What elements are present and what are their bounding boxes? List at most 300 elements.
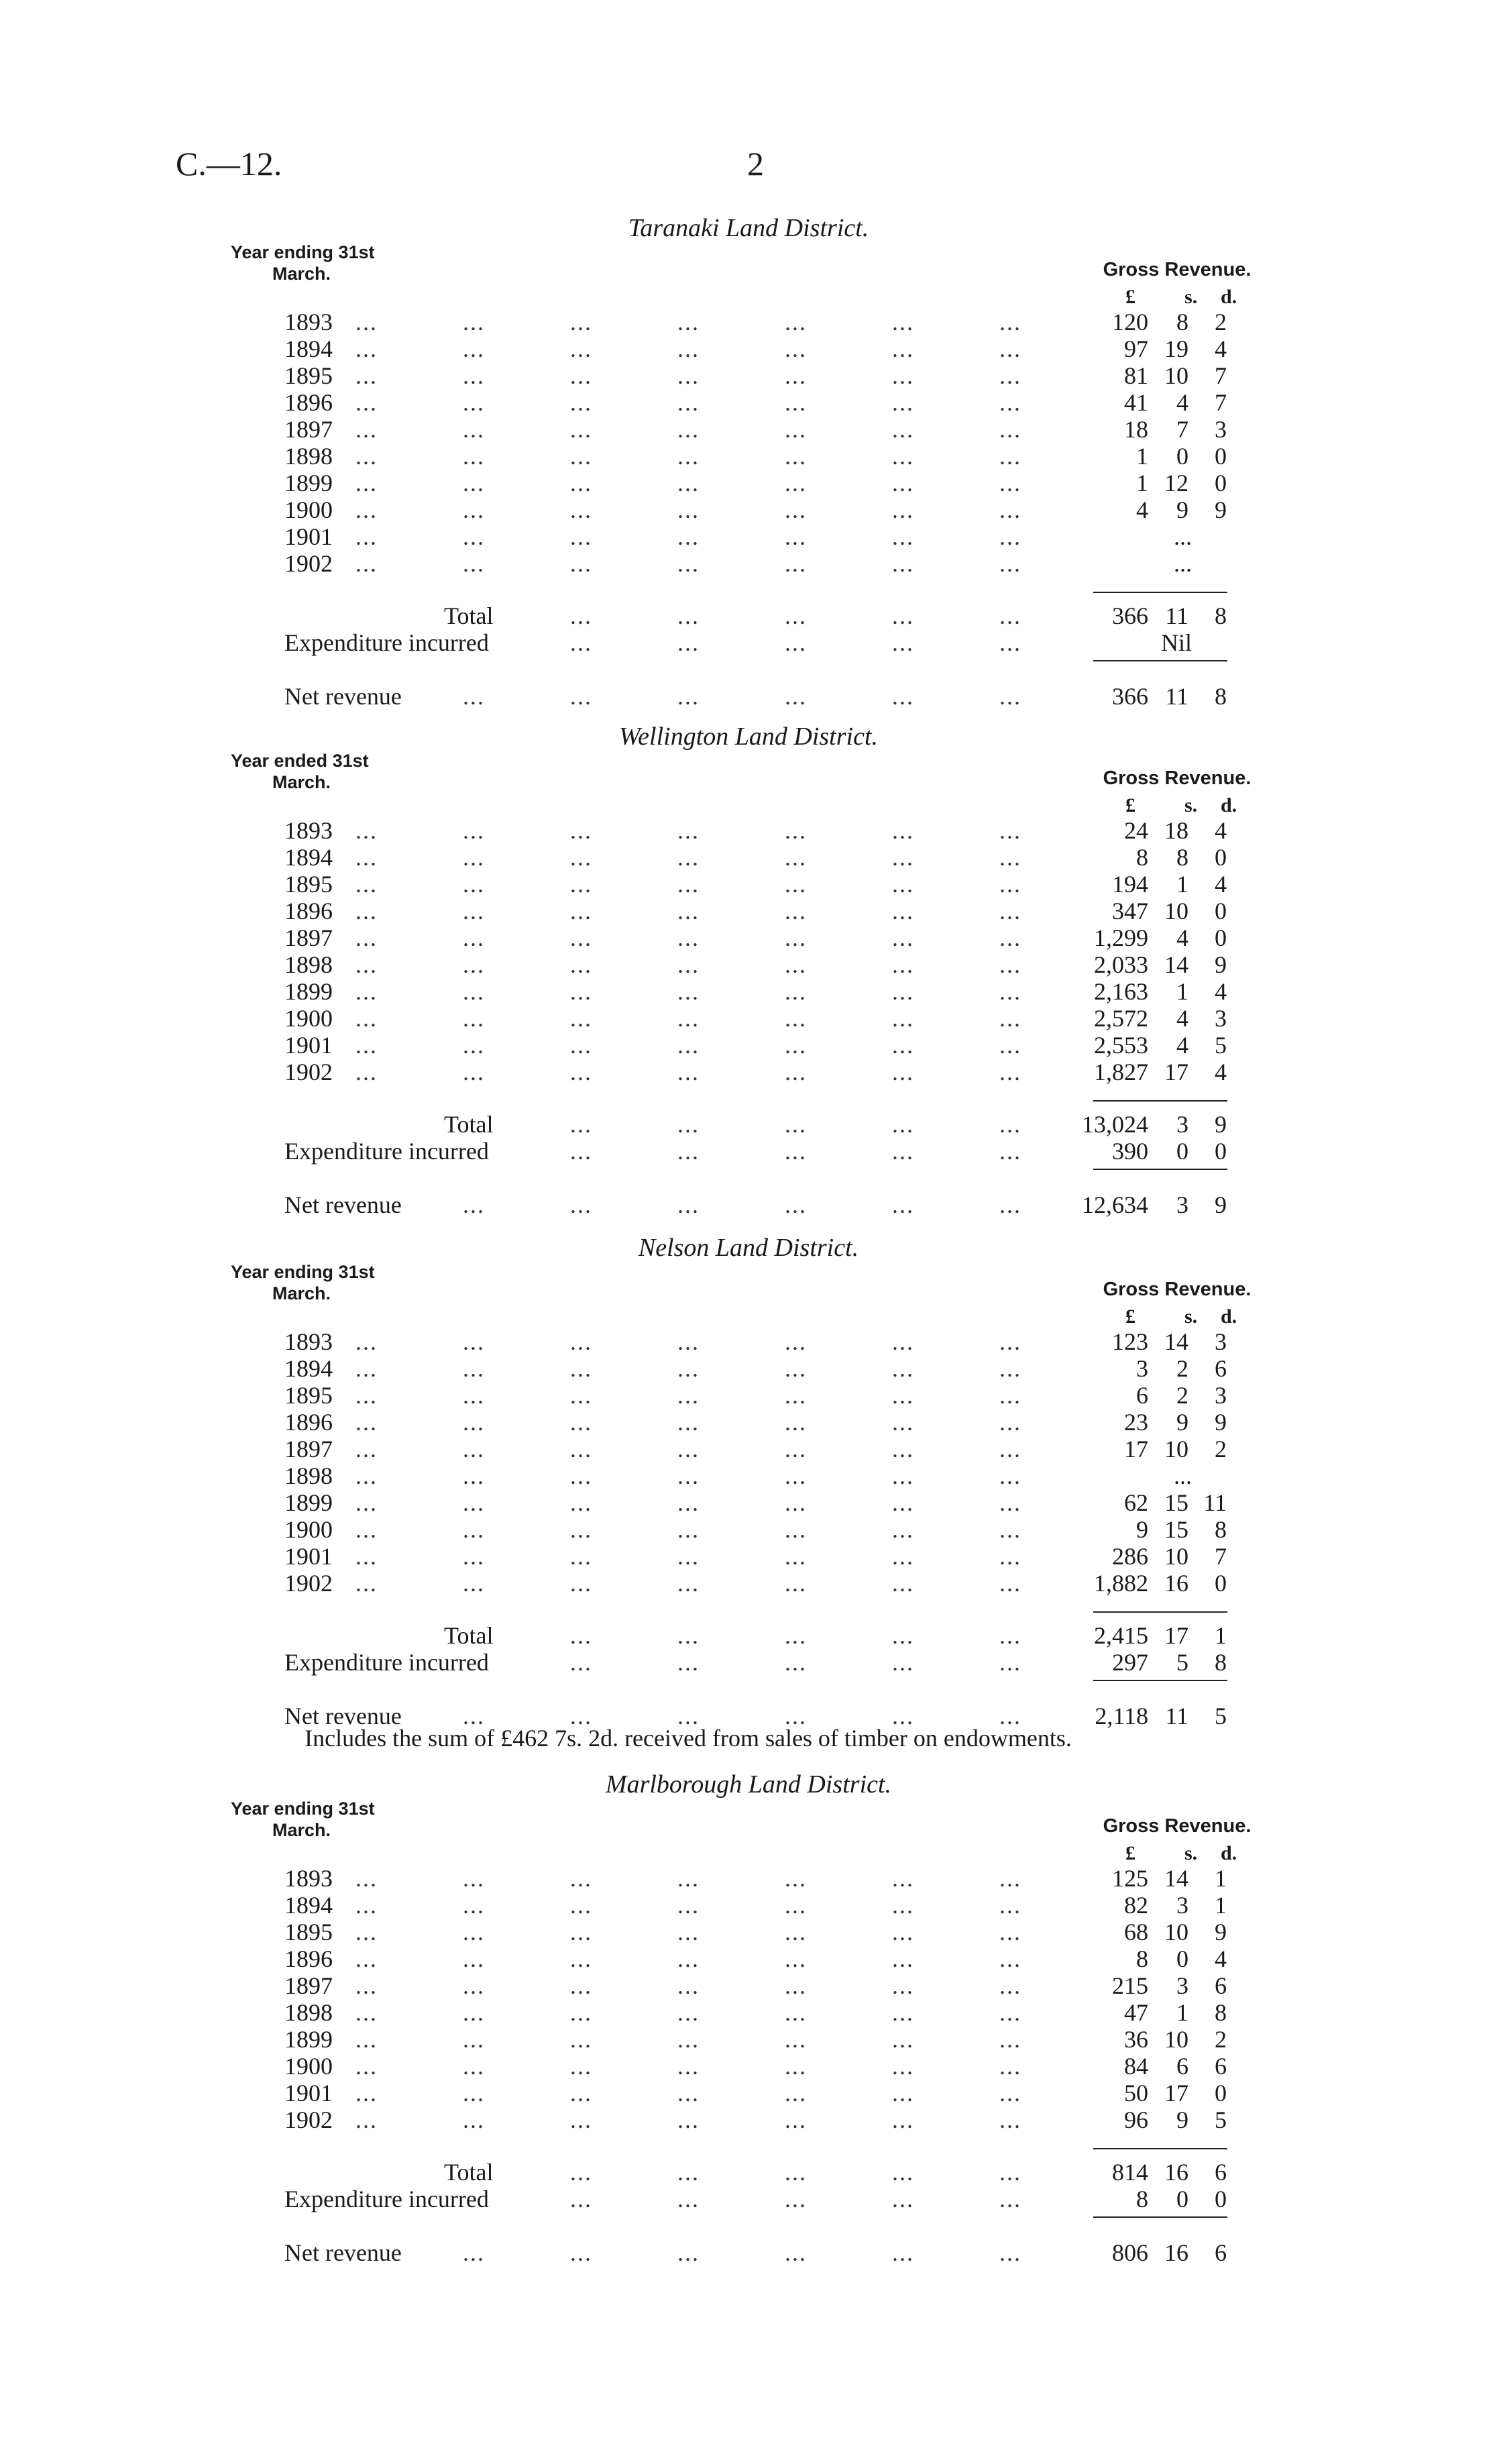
gross-revenue-header: Gross Revenue.: [1103, 767, 1252, 789]
leader-dot: ...: [355, 443, 378, 470]
table-row: [0, 2106, 1497, 2133]
leader-dot: ...: [892, 1355, 914, 1382]
leader-dot: ...: [570, 1328, 592, 1355]
shillings-value: 0: [1176, 1138, 1188, 1165]
leader-dot: ...: [999, 924, 1021, 951]
leader-dot: ...: [355, 470, 378, 496]
pence-value: 0: [1215, 443, 1227, 470]
pence-value: 11: [1203, 1489, 1227, 1516]
leader-dot: ...: [677, 1191, 700, 1218]
leader-dot: ...: [785, 1409, 807, 1436]
leader-dot: ...: [999, 1999, 1021, 2026]
pence-value: 9: [1215, 1111, 1227, 1138]
shillings-value: 9: [1176, 2106, 1188, 2133]
year-label: 1898: [284, 443, 333, 470]
leader-dot: ...: [570, 817, 592, 844]
pence-value: 1: [1215, 1892, 1227, 1919]
net-revenue-label: Net revenue: [284, 1703, 402, 1729]
leader-dot: ...: [355, 1059, 378, 1085]
leader-dot: ...: [463, 1570, 485, 1597]
leader-dot: ...: [999, 2053, 1021, 2080]
leader-dot: ...: [785, 2053, 807, 2080]
shillings-value: 12: [1164, 470, 1188, 496]
pounds-value: 68: [1124, 1919, 1148, 1945]
year-label: 1899: [284, 470, 333, 496]
table-row: [0, 1462, 1497, 1489]
shillings-value: 16: [1164, 2159, 1188, 2186]
leader-dot: ...: [785, 924, 807, 951]
leader-dot: ...: [463, 1945, 485, 1972]
table-row: [0, 2080, 1497, 2106]
table-row: [0, 1355, 1497, 1382]
district-title: Wellington Land District.: [618, 722, 878, 751]
leader-dot: ...: [677, 496, 700, 523]
pounds-value: 297: [1112, 1649, 1148, 1676]
year-label: 1896: [284, 1409, 333, 1436]
pence-value: 4: [1215, 1059, 1227, 1085]
leader-dot: ...: [785, 629, 807, 656]
leader-dot: ...: [355, 951, 378, 978]
shillings-value: 8: [1176, 844, 1188, 871]
leader-dot: ...: [677, 1865, 700, 1892]
leader-dot: ...: [892, 1622, 914, 1649]
leader-dot: ...: [570, 2106, 592, 2133]
leader-dot: ...: [570, 1972, 592, 1999]
page-number: 2: [747, 145, 764, 182]
shillings-value: 0: [1176, 2186, 1188, 2212]
leader-dot: ...: [999, 1111, 1021, 1138]
pounds-value: 347: [1112, 898, 1148, 924]
leader-dot: ...: [785, 1543, 807, 1570]
leader-dot: ...: [463, 362, 485, 389]
shillings-value: 15: [1164, 1516, 1188, 1543]
leader-dot: ...: [677, 1945, 700, 1972]
leader-dot: ...: [570, 389, 592, 416]
pounds-value: 806: [1112, 2239, 1148, 2266]
pence-value: 0: [1215, 2186, 1227, 2212]
leader-dot: ...: [785, 1999, 807, 2026]
shillings-value: 2: [1176, 1382, 1188, 1409]
district-table: [0, 1233, 1497, 1752]
pounds-value: 8: [1136, 2186, 1148, 2212]
pounds-value: 2,553: [1094, 1032, 1148, 1059]
leader-dot: ...: [677, 1005, 700, 1032]
shillings-value: 0: [1176, 443, 1188, 470]
leader-dot: ...: [785, 602, 807, 629]
leader-dot: ...: [785, 1516, 807, 1543]
leader-dot: ...: [463, 1543, 485, 1570]
pence-unit: d.: [1221, 1842, 1237, 1864]
leader-dot: ...: [999, 1328, 1021, 1355]
leader-dot: ...: [892, 1516, 914, 1543]
leader-dot: ...: [677, 1622, 700, 1649]
net-revenue-row: [0, 2239, 1497, 2266]
leader-dot: ...: [677, 871, 700, 898]
leader-dot: ...: [570, 2239, 592, 2266]
report-reference: C.—12.: [176, 145, 282, 182]
pence-value: 2: [1215, 1436, 1227, 1462]
leader-dot: ...: [570, 951, 592, 978]
pounds-value: 120: [1112, 309, 1148, 335]
leader-dot: ...: [355, 362, 378, 389]
leader-dot: ...: [999, 1703, 1021, 1729]
leader-dot: ...: [785, 1649, 807, 1676]
pounds-value: 62: [1124, 1489, 1148, 1516]
leader-dot: ...: [463, 470, 485, 496]
district-table: [0, 213, 1497, 710]
year-label: 1901: [284, 2080, 333, 2106]
shillings-value: 4: [1176, 924, 1188, 951]
pence-value: 8: [1215, 1516, 1227, 1543]
pounds-value: 96: [1124, 2106, 1148, 2133]
pence-value: 2: [1215, 309, 1227, 335]
district-table: [0, 722, 1497, 1218]
leader-dot: ...: [892, 1382, 914, 1409]
leader-dot: ...: [463, 1409, 485, 1436]
leader-dot: ...: [892, 470, 914, 496]
shillings-value: 4: [1176, 1005, 1188, 1032]
district-title: Taranaki Land District.: [628, 214, 869, 242]
leader-dot: ...: [892, 309, 914, 335]
leader-dot: ...: [999, 1919, 1021, 1945]
gross-revenue-header: Gross Revenue.: [1103, 1815, 1252, 1837]
leader-dot: ...: [355, 1328, 378, 1355]
shillings-value: 10: [1164, 1919, 1188, 1945]
leader-dot: ...: [355, 416, 378, 443]
shillings-value: 10: [1164, 1436, 1188, 1462]
leader-dot: ...: [570, 978, 592, 1005]
leader-dot: ...: [677, 2053, 700, 2080]
shillings-value: 14: [1164, 951, 1188, 978]
leader-dot: ...: [999, 1191, 1021, 1218]
leader-dot: ...: [570, 2159, 592, 2186]
table-row: [0, 1999, 1497, 2026]
shillings-value: 11: [1165, 602, 1188, 629]
leader-dot: ...: [355, 1489, 378, 1516]
table-row: [0, 1945, 1497, 1972]
leader-dot: ...: [463, 443, 485, 470]
shillings-value: 10: [1164, 898, 1188, 924]
pence-value: 2: [1215, 2026, 1227, 2053]
leader-dot: ...: [999, 1649, 1021, 1676]
pounds-value: 2,415: [1094, 1622, 1148, 1649]
pence-value: 9: [1215, 1409, 1227, 1436]
table-row: [0, 523, 1497, 550]
total-row: [0, 1111, 1497, 1138]
leader-dot: ...: [892, 523, 914, 550]
leader-dot: ...: [892, 1570, 914, 1597]
leader-dot: ...: [999, 1892, 1021, 1919]
leader-dot: ...: [463, 1005, 485, 1032]
pounds-value: 2,118: [1095, 1703, 1148, 1729]
net-revenue-label: Net revenue: [284, 683, 402, 710]
pence-value: 8: [1215, 602, 1227, 629]
year-label: 1902: [284, 1059, 333, 1085]
leader-dot: ...: [463, 2026, 485, 2053]
pounds-value: 2,572: [1094, 1005, 1148, 1032]
leader-dot: ...: [785, 1032, 807, 1059]
leader-dot: ...: [999, 1436, 1021, 1462]
leader-dot: ...: [785, 550, 807, 577]
pence-unit: d.: [1221, 794, 1237, 816]
leader-dot: ...: [677, 2186, 700, 2212]
leader-dot: ...: [785, 1972, 807, 1999]
leader-dot: ...: [355, 1999, 378, 2026]
leader-dot: ...: [892, 2186, 914, 2212]
leader-dot: ...: [677, 1355, 700, 1382]
leader-dot: ...: [892, 416, 914, 443]
table-row: [0, 1919, 1497, 1945]
table-row: [0, 1328, 1497, 1355]
leader-dot: ...: [785, 1191, 807, 1218]
year-header-line: Year ended 31st: [231, 751, 369, 771]
pence-value: 6: [1215, 1972, 1227, 1999]
leader-dot: ...: [570, 1059, 592, 1085]
total-rule: [1093, 1611, 1227, 1613]
leader-dot: ...: [463, 1892, 485, 1919]
leader-dot: ...: [570, 2080, 592, 2106]
leader-dot: ...: [999, 550, 1021, 577]
leader-dot: ...: [999, 1409, 1021, 1436]
leader-dot: ...: [463, 871, 485, 898]
pence-unit: d.: [1221, 1305, 1237, 1328]
pounds-value: 3: [1136, 1355, 1148, 1382]
total-row: [0, 602, 1497, 629]
leader-dot: ...: [892, 2106, 914, 2133]
leader-dot: ...: [677, 523, 700, 550]
leader-dot: ...: [355, 550, 378, 577]
pence-value: 6: [1215, 2239, 1227, 2266]
pence-value: 1: [1215, 1865, 1227, 1892]
leader-dot: ...: [463, 1972, 485, 1999]
leader-dot: ...: [463, 844, 485, 871]
leader-dot: ...: [892, 602, 914, 629]
net-rule: [1093, 1680, 1227, 1681]
pounds-value: 1,882: [1094, 1570, 1148, 1597]
leader-dot: ...: [463, 1462, 485, 1489]
year-label: 1902: [284, 1570, 333, 1597]
table-row: [0, 2053, 1497, 2080]
expenditure-label: Expenditure incurred: [284, 629, 489, 656]
net-revenue-row: [0, 683, 1497, 710]
pence-value: 6: [1215, 2159, 1227, 2186]
year-label: 1897: [284, 1436, 333, 1462]
leader-dot: ...: [999, 978, 1021, 1005]
leader-dot: ...: [999, 898, 1021, 924]
pounds-value: 194: [1112, 871, 1148, 898]
pounds-value: 215: [1112, 1972, 1148, 1999]
year-label: 1893: [284, 1865, 333, 1892]
shillings-value: 7: [1176, 416, 1188, 443]
leader-dot: ...: [892, 1059, 914, 1085]
leader-dot: ...: [463, 2239, 485, 2266]
leader-dot: ...: [785, 1892, 807, 1919]
leader-dot: ...: [355, 1355, 378, 1382]
pence-value: 9: [1215, 496, 1227, 523]
expenditure-row: [0, 1138, 1497, 1165]
leader-dot: ...: [570, 416, 592, 443]
shilling-unit: s.: [1184, 1305, 1198, 1328]
leader-dot: ...: [463, 1059, 485, 1085]
pounds-value: 1: [1136, 443, 1148, 470]
leader-dot: ...: [677, 335, 700, 362]
leader-dot: ...: [677, 602, 700, 629]
year-label: 1894: [284, 844, 333, 871]
leader-dot: ...: [785, 898, 807, 924]
table-row: [0, 309, 1497, 335]
year-label: 1895: [284, 1919, 333, 1945]
leader-dot: ...: [785, 2159, 807, 2186]
leader-dot: ...: [999, 1516, 1021, 1543]
leader-dot: ...: [677, 2159, 700, 2186]
total-rule: [1093, 1100, 1227, 1102]
leader-dot: ...: [892, 2239, 914, 2266]
shillings-value: 4: [1176, 1032, 1188, 1059]
leader-dot: ...: [999, 389, 1021, 416]
net-rule: [1093, 2216, 1227, 2218]
pence-value: 3: [1215, 1005, 1227, 1032]
table-row: [0, 1436, 1497, 1462]
leader-dot: ...: [570, 1382, 592, 1409]
leader-dot: ...: [677, 1382, 700, 1409]
table-row: [0, 443, 1497, 470]
shillings-value: 2: [1176, 1355, 1188, 1382]
table-row: [0, 1892, 1497, 1919]
leader-dot: ...: [677, 1409, 700, 1436]
total-row: [0, 2159, 1497, 2186]
pence-value: 4: [1215, 335, 1227, 362]
table-row: [0, 1543, 1497, 1570]
pence-value: 7: [1215, 362, 1227, 389]
pence-value: 9: [1215, 1191, 1227, 1218]
leader-dot: ...: [570, 1543, 592, 1570]
leader-dot: ...: [892, 1462, 914, 1489]
leader-dot: ...: [355, 1516, 378, 1543]
leader-dot: ...: [570, 844, 592, 871]
leader-dot: ...: [892, 978, 914, 1005]
leader-dot: ...: [677, 416, 700, 443]
leader-dot: ...: [999, 1382, 1021, 1409]
year-label: 1896: [284, 898, 333, 924]
pounds-value: 13,024: [1082, 1111, 1148, 1138]
leader-dot: ...: [999, 2080, 1021, 2106]
leader-dot: ...: [570, 1111, 592, 1138]
leader-dot: ...: [570, 1436, 592, 1462]
leader-dot: ...: [999, 1355, 1021, 1382]
leader-dot: ...: [463, 309, 485, 335]
shillings-value: 3: [1176, 1972, 1188, 1999]
shillings-value: 17: [1164, 1622, 1188, 1649]
leader-dot: ...: [463, 1382, 485, 1409]
leader-dot: ...: [463, 951, 485, 978]
leader-dot: ...: [999, 871, 1021, 898]
leader-dot: ...: [570, 523, 592, 550]
leader-dot: ...: [463, 924, 485, 951]
shillings-value: 14: [1164, 1328, 1188, 1355]
shillings-value: 9: [1176, 1409, 1188, 1436]
leader-dot: ...: [463, 2106, 485, 2133]
year-label: 1898: [284, 951, 333, 978]
leader-dot: ...: [785, 2186, 807, 2212]
leader-dot: ...: [999, 602, 1021, 629]
year-header-line: Year ending 31st: [231, 1262, 375, 1282]
pounds-value: 366: [1112, 683, 1148, 710]
leader-dot: ...: [892, 389, 914, 416]
leader-dot: ...: [355, 309, 378, 335]
leader-dot: ...: [677, 951, 700, 978]
shillings-value: 1: [1176, 978, 1188, 1005]
pound-unit: £: [1125, 1305, 1135, 1328]
year-label: 1893: [284, 309, 333, 335]
table-row: [0, 1032, 1497, 1059]
pounds-value: 125: [1112, 1865, 1148, 1892]
shillings-value: 4: [1176, 389, 1188, 416]
leader-dot: ...: [999, 1972, 1021, 1999]
table-row: [0, 1409, 1497, 1436]
leader-dot: ...: [999, 1059, 1021, 1085]
pence-value: 6: [1215, 2053, 1227, 2080]
pounds-value: 97: [1124, 335, 1148, 362]
leader-dot: ...: [355, 523, 378, 550]
pence-value: 0: [1215, 924, 1227, 951]
leader-dot: ...: [999, 1865, 1021, 1892]
leader-dot: ...: [570, 1865, 592, 1892]
leader-dot: ...: [892, 1919, 914, 1945]
pence-value: 5: [1215, 1703, 1227, 1729]
leader-dot: ...: [677, 844, 700, 871]
leader-dot: ...: [570, 1919, 592, 1945]
table-row: [0, 389, 1497, 416]
pence-value: 4: [1215, 978, 1227, 1005]
pence-value: 0: [1215, 470, 1227, 496]
year-label: 1898: [284, 1999, 333, 2026]
table-row: [0, 1865, 1497, 1892]
leader-dot: ...: [355, 871, 378, 898]
leader-dot: ...: [570, 1409, 592, 1436]
leader-dot: ...: [892, 1328, 914, 1355]
pounds-value: 36: [1124, 2026, 1148, 2053]
leader-dot: ...: [785, 683, 807, 710]
leader-dot: ...: [785, 871, 807, 898]
table-row: [0, 470, 1497, 496]
shillings-value: 3: [1176, 1892, 1188, 1919]
leader-dot: ...: [677, 1032, 700, 1059]
leader-dot: ...: [677, 1543, 700, 1570]
pence-value: 4: [1215, 871, 1227, 898]
leader-dot: ...: [570, 2026, 592, 2053]
leader-dot: ...: [999, 2106, 1021, 2133]
leader-dot: ...: [677, 389, 700, 416]
total-label: Total: [444, 602, 494, 629]
leader-dot: ...: [892, 898, 914, 924]
leader-dot: ...: [785, 496, 807, 523]
leader-dot: ...: [999, 1570, 1021, 1597]
leader-dot: ...: [570, 924, 592, 951]
leader-dot: ...: [999, 309, 1021, 335]
leader-dot: ...: [892, 2026, 914, 2053]
leader-dot: ...: [677, 1462, 700, 1489]
leader-dot: ...: [463, 683, 485, 710]
leader-dot: ...: [570, 1703, 592, 1729]
leader-dot: ...: [892, 683, 914, 710]
leader-dot: ...: [355, 335, 378, 362]
leader-dot: ...: [463, 1516, 485, 1543]
table-row: [0, 1382, 1497, 1409]
pound-unit: £: [1125, 794, 1135, 816]
leader-dot: ...: [570, 443, 592, 470]
leader-dot: ...: [570, 1945, 592, 1972]
leader-dot: ...: [570, 1191, 592, 1218]
